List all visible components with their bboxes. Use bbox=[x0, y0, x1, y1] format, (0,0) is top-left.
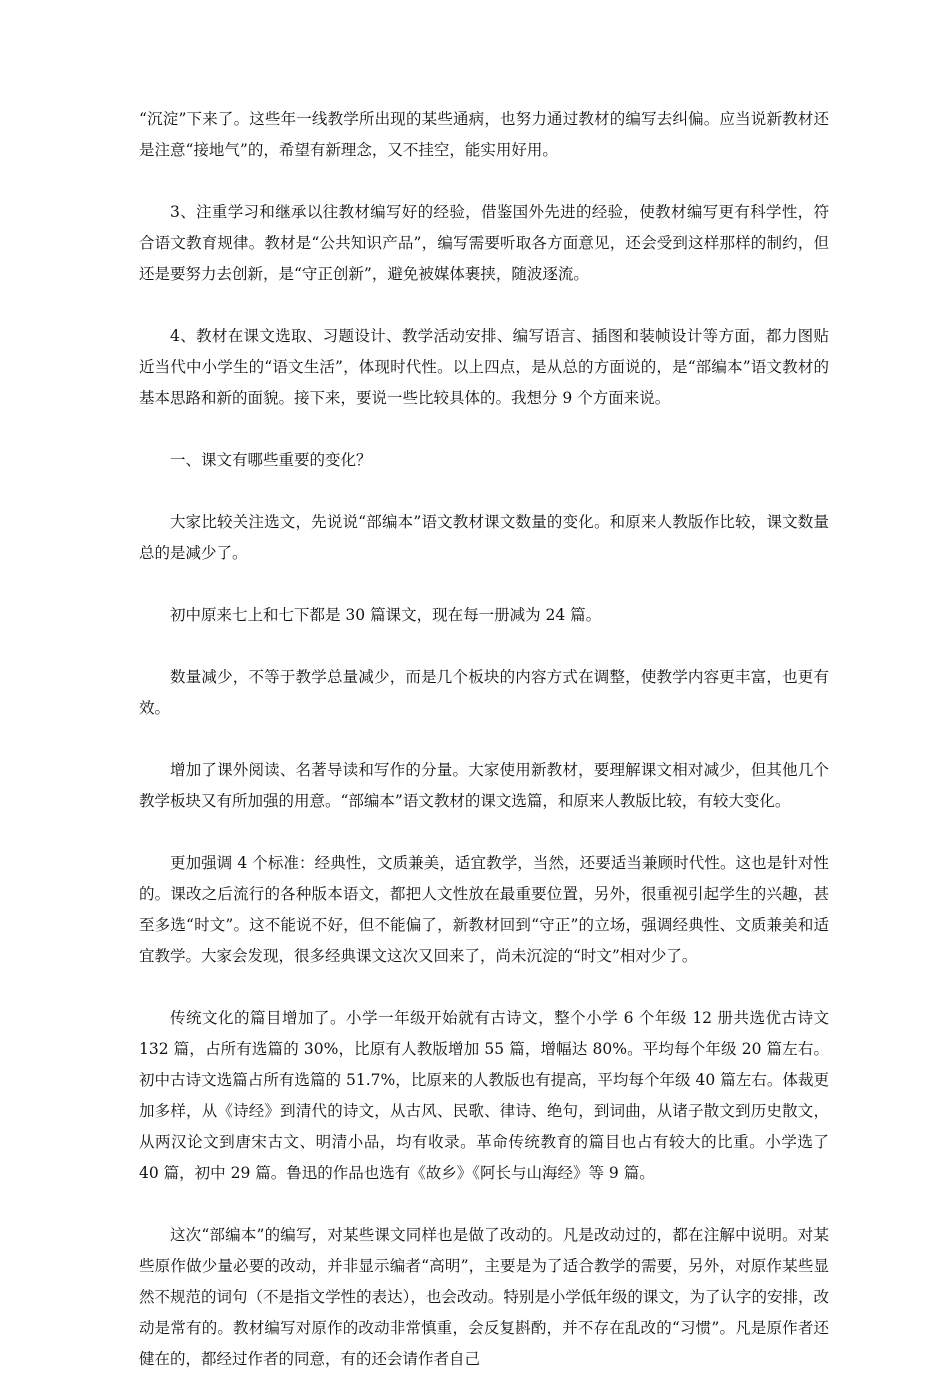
paragraph-continued: “沉淀”下来了。这些年一线教学所出现的某些通病，也努力通过教材的编写去纠偏。应当说新教材还是注意“接地气”的，希望有新理念，又不挂空，能实用好用。 bbox=[139, 110, 829, 159]
paragraph-text-count: 大家比较关注选文，先说说“部编本”语文教材课文数量的变化。和原来人教版作比较，课文数量总的是减少了。 bbox=[139, 513, 829, 562]
section-heading-1: 一、课文有哪些重要的变化？ bbox=[170, 451, 372, 469]
paragraph-extracurricular: 增加了课外阅读、名著导读和写作的分量。大家使用新教材，要理解课文相对减少，但其他几个教学板块又有所加强的用意。“部编本”语文教材的课文选篇，和原来人教版比较，有较大变化。 bbox=[139, 761, 829, 810]
paragraph-traditional-culture: 传统文化的篇目增加了。小学一年级开始就有古诗文，整个小学 6 个年级 12 册共选优古诗文 132 篇，占所有选篇的 30%，比原有人教版增加 55 篇，增幅达 80%。平均每个年级 20 篇左右。初中古诗文选篇占所有选篇的 51.7%，比原来的人教版也有提高，平均每个年级 40 篇左右。体裁更加多样，从《诗经》到清代的诗文，从古风、民歌、律诗、绝句，到词曲，从诸子散文到历史散文，从两汉论文到唐宋古文、明清小品，均有收录。革命传统教育的篇目也占有较大的比重。小学选了 40 篇，初中 29 篇。鲁迅的作品也选有《故乡》《阿长与山海经》等 9 篇。 bbox=[139, 1009, 829, 1182]
paragraph-text-revisions: 这次“部编本”的编写，对某些课文同样也是做了改动的。凡是改动过的，都在注解中说明。对某些原作做少量必要的改动，并非显示编者“高明”，主要是为了适合教学的需要，另外，对原作某些显然不规范的词句（不是指文学性的表达），也会改动。特别是小学低年级的课文，为了认字的安排，改动是常有的。教材编写对原作的改动非常慎重，会反复斟酌，并不存在乱改的“习惯”。凡是原作者还健在的，都经过作者的同意，有的还会请作者自己 bbox=[139, 1226, 829, 1368]
paragraph-point-4: 4、教材在课文选取、习题设计、教学活动安排、编写语言、插图和装帧设计等方面，都力图贴近当代中小学生的“语文生活”，体现时代性。以上四点，是从总的方面说的，是“部编本”语文教材的基本思路和新的面貌。接下来，要说一些比较具体的。我想分 9 个方面来说。 bbox=[139, 327, 829, 407]
paragraph-quantity: 数量减少，不等于教学总量减少，而是几个板块的内容方式在调整，使教学内容更丰富，也更有效。 bbox=[139, 668, 829, 717]
paragraph-four-standards: 更加强调 4 个标准：经典性，文质兼美，适宜教学，当然，还要适当兼顾时代性。这也是针对性的。课改之后流行的各种版本语文，都把人文性放在最重要位置，另外，很重视引起学生的兴趣，甚至多选“时文”。这不能说不好，但不能偏了，新教材回到“守正”的立场，强调经典性、文质兼美和适宜教学。大家会发现，很多经典课文这次又回来了，尚未沉淀的“时文”相对少了。 bbox=[139, 854, 829, 965]
paragraph-point-3: 3、注重学习和继承以往教材编写好的经验，借鉴国外先进的经验，使教材编写更有科学性，符合语文教育规律。教材是“公共知识产品”，编写需要听取各方面意见，还会受到这样那样的制约，但还是要努力去创新，是“守正创新”，避免被媒体裹挟，随波逐流。 bbox=[139, 203, 829, 283]
document-body bbox=[139, 104, 829, 1375]
paragraph-junior-count: 初中原来七上和七下都是 30 篇课文，现在每一册减为 24 篇。 bbox=[170, 606, 602, 624]
